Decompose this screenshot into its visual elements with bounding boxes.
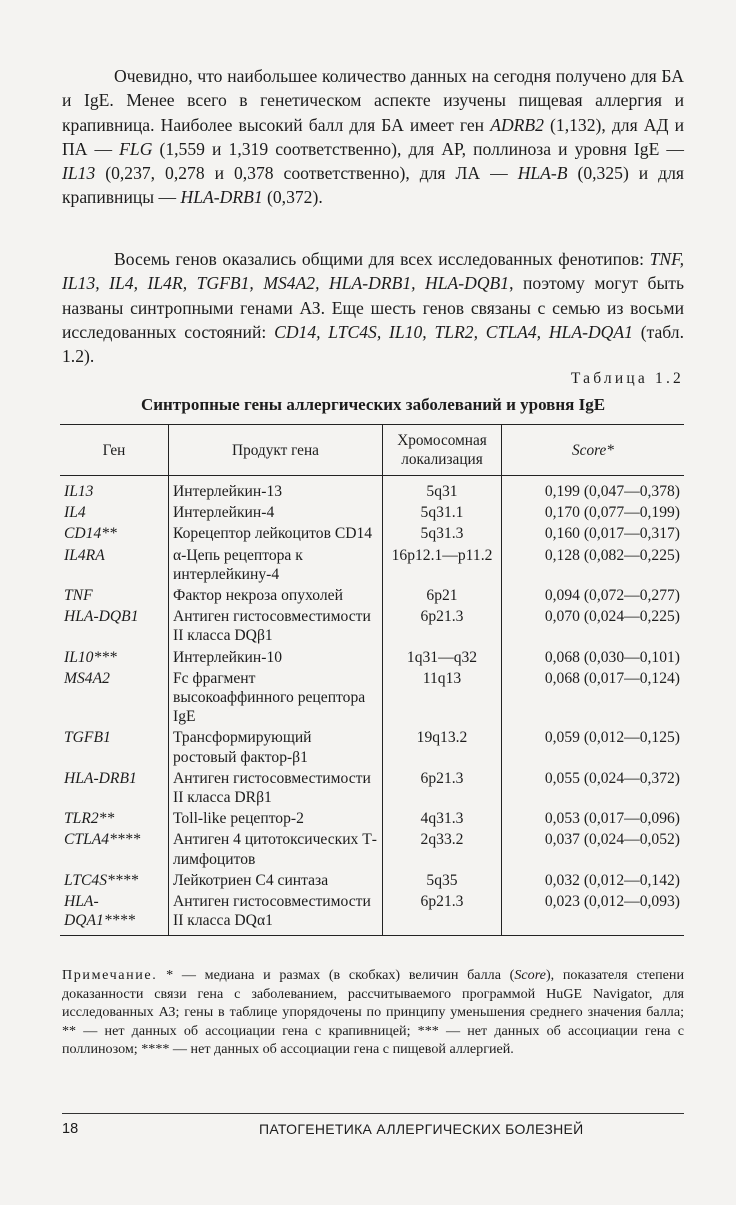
cell-loc: 5q35 — [383, 871, 502, 892]
para1-run: (0,325) и для крапивницы — — [62, 163, 684, 208]
cell-product: α-Цепь рецептора к интерлейкину-4 — [169, 546, 383, 586]
para1-run: IL13 — [62, 163, 96, 184]
cell-loc: 5q31.1 — [383, 503, 502, 524]
cell-loc: 4q31.3 — [383, 809, 502, 830]
table-row — [60, 648, 684, 669]
cell-product: Антиген 4 цитотоксических Т-лимфоцитов — [169, 830, 383, 870]
cell-score: 0,070 (0,024—0,225) — [502, 607, 685, 647]
cell-product: Антиген гистосовместимости II класса DRβ1 — [169, 769, 383, 809]
footer-rule — [62, 1113, 684, 1114]
cell-product: Интерлейкин-4 — [169, 503, 383, 524]
cell-loc: 6p21.3 — [383, 607, 502, 647]
cell-score: 0,032 (0,012—0,142) — [502, 871, 685, 892]
table-row — [60, 871, 684, 892]
table-note — [62, 966, 684, 1059]
cell-loc: 16p12.1—p11.2 — [383, 546, 502, 586]
table-row — [60, 524, 684, 545]
cell-loc: 19q13.2 — [383, 728, 502, 768]
syntropic-genes-table — [60, 424, 684, 936]
cell-product: Антиген гистосовместимости II класса DQα1 — [169, 892, 383, 936]
cell-gene: TGFB1 — [64, 729, 111, 747]
cell-product: Интерлейкин-10 — [169, 648, 383, 669]
para1-run: (1,559 и 1,319 соответственно), для АР, поллиноза и уровня IgE — — [152, 138, 684, 159]
cell-score: 0,199 (0,047—0,378) — [502, 476, 685, 504]
para1-run: (0,372). — [262, 187, 323, 208]
paragraph-2 — [62, 247, 684, 368]
table-row — [60, 669, 684, 729]
cell-score: 0,128 (0,082—0,225) — [502, 546, 685, 586]
table-row — [60, 892, 684, 936]
page-number: 18 — [62, 1121, 79, 1137]
cell-product: Toll-like рецептор-2 — [169, 809, 383, 830]
cell-gene: CD14** — [64, 525, 117, 543]
note-text-b: ), показателя степени доказанности связи гена с заболеванием, рассчитываемого программой HuGE Navigator, для исследованных АЗ; гены в таблице упорядочены по принципу уменьшения среднего значения балла; ** — нет данных об ассоциации гена с крапивницей; *** — нет данных об ассоциации гена с поллинозом; **** — нет данных об ассоциации гена с пищевой аллергией. — [62, 967, 684, 1058]
table-row — [60, 809, 684, 830]
cell-score: 0,055 (0,024—0,372) — [502, 769, 685, 809]
table-label: Таблица 1.2 — [570, 370, 684, 387]
cell-product: Антиген гистосовместимости II класса DQβ1 — [169, 607, 383, 647]
cell-loc: 6p21.3 — [383, 769, 502, 809]
cell-product: Корецептор лейкоцитов CD14 — [169, 524, 383, 545]
cell-loc: 5q31.3 — [383, 524, 502, 545]
cell-loc: 2q33.2 — [383, 830, 502, 870]
cell-score: 0,037 (0,024—0,052) — [502, 830, 685, 870]
cell-gene: MS4A2 — [64, 669, 110, 687]
table-row — [60, 503, 684, 524]
table-row — [60, 830, 684, 870]
note-score-word: Score — [514, 967, 546, 983]
para2-run: TNF, IL13, IL4, IL4R, TGFB1, MS4A2, HLA-DRB1, HLA-DQB1 — [62, 249, 684, 294]
para1-run: HLA-DRB1 — [180, 187, 263, 208]
cell-product: Фактор некроза опухолей — [169, 586, 383, 607]
table-header-row — [60, 425, 684, 476]
header-score: Score* — [502, 425, 685, 476]
note-label: Примечание. — [62, 967, 158, 983]
table-row — [60, 607, 684, 647]
cell-gene: IL13 — [64, 483, 94, 500]
para2-run: CD14, LTC4S, IL10, TLR2, CTLA4, HLA-DQA1 — [274, 321, 633, 342]
header-product: Продукт гена — [169, 425, 383, 476]
cell-loc: 6p21.3 — [383, 892, 502, 936]
para2-run: Восемь генов оказались общими для всех исследованных фенотипов: — [114, 249, 650, 269]
cell-product: Лейкотриен С4 синтаза — [169, 871, 383, 892]
header-gene: Ген — [60, 425, 169, 476]
para1-run: HLA-B — [517, 163, 568, 184]
table-row — [60, 769, 684, 809]
cell-gene: CTLA4**** — [64, 831, 141, 849]
cell-loc: 1q31—q32 — [383, 648, 502, 669]
cell-score: 0,053 (0,017—0,096) — [502, 809, 685, 830]
para1-run: FLG — [119, 138, 153, 159]
cell-loc: 5q31 — [383, 476, 502, 504]
para1-run: Очевидно, что наибольшее количество данных на сегодня получено для БА и IgE. Менее всего в генетическом аспекте изучены пищевая аллергия и крапивница. Наиболее высокий балл для БА имеет ген — [62, 66, 684, 135]
cell-gene: IL4RA — [64, 546, 105, 564]
cell-score: 0,160 (0,017—0,317) — [502, 524, 685, 545]
paragraph-1 — [62, 64, 684, 210]
cell-score: 0,059 (0,012—0,125) — [502, 728, 685, 768]
para1-run: (0,237, 0,278 и 0,378 соответственно), для ЛА — — [95, 163, 518, 184]
cell-score: 0,068 (0,030—0,101) — [502, 648, 685, 669]
cell-gene: TNF — [64, 587, 93, 605]
cell-gene: HLA-DRB1 — [64, 769, 137, 787]
cell-loc: 6p21 — [383, 586, 502, 607]
table-row — [60, 476, 684, 504]
cell-gene: IL4 — [64, 504, 86, 522]
cell-gene: LTC4S**** — [64, 871, 139, 889]
table-row — [60, 728, 684, 768]
cell-score: 0,023 (0,012—0,093) — [502, 892, 685, 936]
cell-product: Fc фрагмент высокоаффинного рецептора IgE — [169, 669, 383, 729]
cell-gene: HLA-DQB1 — [64, 608, 139, 626]
cell-score: 0,068 (0,017—0,124) — [502, 669, 685, 729]
table-title: Синтропные гены аллергических заболеваний и уровня IgE — [140, 395, 606, 414]
para1-run: (1,132), для АД и ПА — — [62, 114, 684, 159]
note-text-a: * — медиана и размах (в скобках) величин балла ( — [157, 967, 515, 983]
cell-gene: TLR2** — [64, 810, 115, 828]
running-title: ПАТОГЕНЕТИКА АЛЛЕРГИЧЕСКИХ БОЛЕЗНЕЙ — [259, 1121, 584, 1137]
cell-score: 0,094 (0,072—0,277) — [502, 586, 685, 607]
table-row — [60, 546, 684, 586]
cell-score: 0,170 (0,077—0,199) — [502, 503, 685, 524]
table-row — [60, 586, 684, 607]
para2-run: (табл. 1.2). — [62, 321, 684, 367]
cell-loc: 11q13 — [383, 669, 502, 729]
cell-gene: IL10*** — [64, 648, 117, 666]
cell-gene: HLA-DQA1**** — [60, 892, 169, 936]
para1-run: ADRB2 — [490, 114, 544, 135]
para2-run: , поэтому могут быть названы синтропными генами АЗ. Еще шесть генов связаны с семью из восьми исследованных состояний: — [62, 273, 684, 342]
cell-product: Трансформирующий ростовый фактор-β1 — [169, 728, 383, 768]
cell-product: Интерлейкин-13 — [169, 476, 383, 504]
header-location: Хромосомная локализация — [383, 425, 502, 476]
